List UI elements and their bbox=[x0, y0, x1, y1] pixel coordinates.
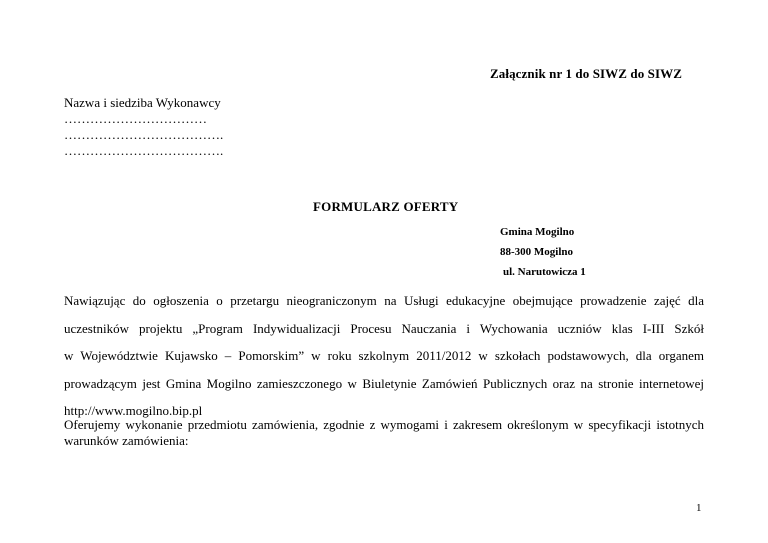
contractor-label: Nazwa i siedziba Wykonawcy bbox=[64, 95, 221, 110]
paragraph-line: prowadzącym jest Gmina Mogilno zamieszczonego w Biuletynie Zamówień Publicznych oraz na stronie internetowej bbox=[64, 375, 704, 391]
contractor-dotted-line: …………………………… bbox=[64, 111, 207, 126]
form-title: FORMULARZ OFERTY bbox=[313, 199, 459, 214]
contractor-block bbox=[64, 95, 223, 159]
annex-heading: Załącznik nr 1 do SIWZ do SIWZ bbox=[490, 66, 683, 81]
recipient-name: Gmina Mogilno bbox=[500, 226, 575, 238]
paragraph-line: warunków zamówienia: bbox=[64, 433, 189, 448]
contractor-dotted-line: ………………………………. bbox=[64, 127, 224, 142]
recipient-address bbox=[500, 225, 586, 285]
paragraph-line: w Województwie Kujawsko – Pomorskim” w roku szkolnym 2011/2012 w szkołach podstawowych, dla organem bbox=[64, 348, 704, 363]
recipient-postal: 88-300 Mogilno bbox=[500, 246, 574, 258]
bip-url-text: http://www.mogilno.bip.pl bbox=[64, 403, 203, 418]
recipient-street: ul. Narutowicza 1 bbox=[503, 266, 586, 278]
offer-paragraph-intro bbox=[64, 287, 704, 425]
contractor-dotted-line: ………………………………. bbox=[64, 143, 224, 158]
paragraph-line: Oferujemy wykonanie przedmiotu zamówienia, zgodnie z wymogami i zakresem określonym w specyfikacji istotnych bbox=[64, 417, 704, 432]
paragraph-line: Nawiązując do ogłoszenia o przetargu nieograniczonym na Usługi edukacyjne obejmujące prowadzenie zajęć dla bbox=[64, 293, 704, 308]
page-number: 1 bbox=[696, 502, 702, 514]
offer-paragraph-scope bbox=[64, 417, 704, 449]
paragraph-line: uczestników projektu „Program Indywidualizacji Procesu Nauczania i Wychowania uczniów klas I-III Szkół bbox=[64, 320, 704, 336]
